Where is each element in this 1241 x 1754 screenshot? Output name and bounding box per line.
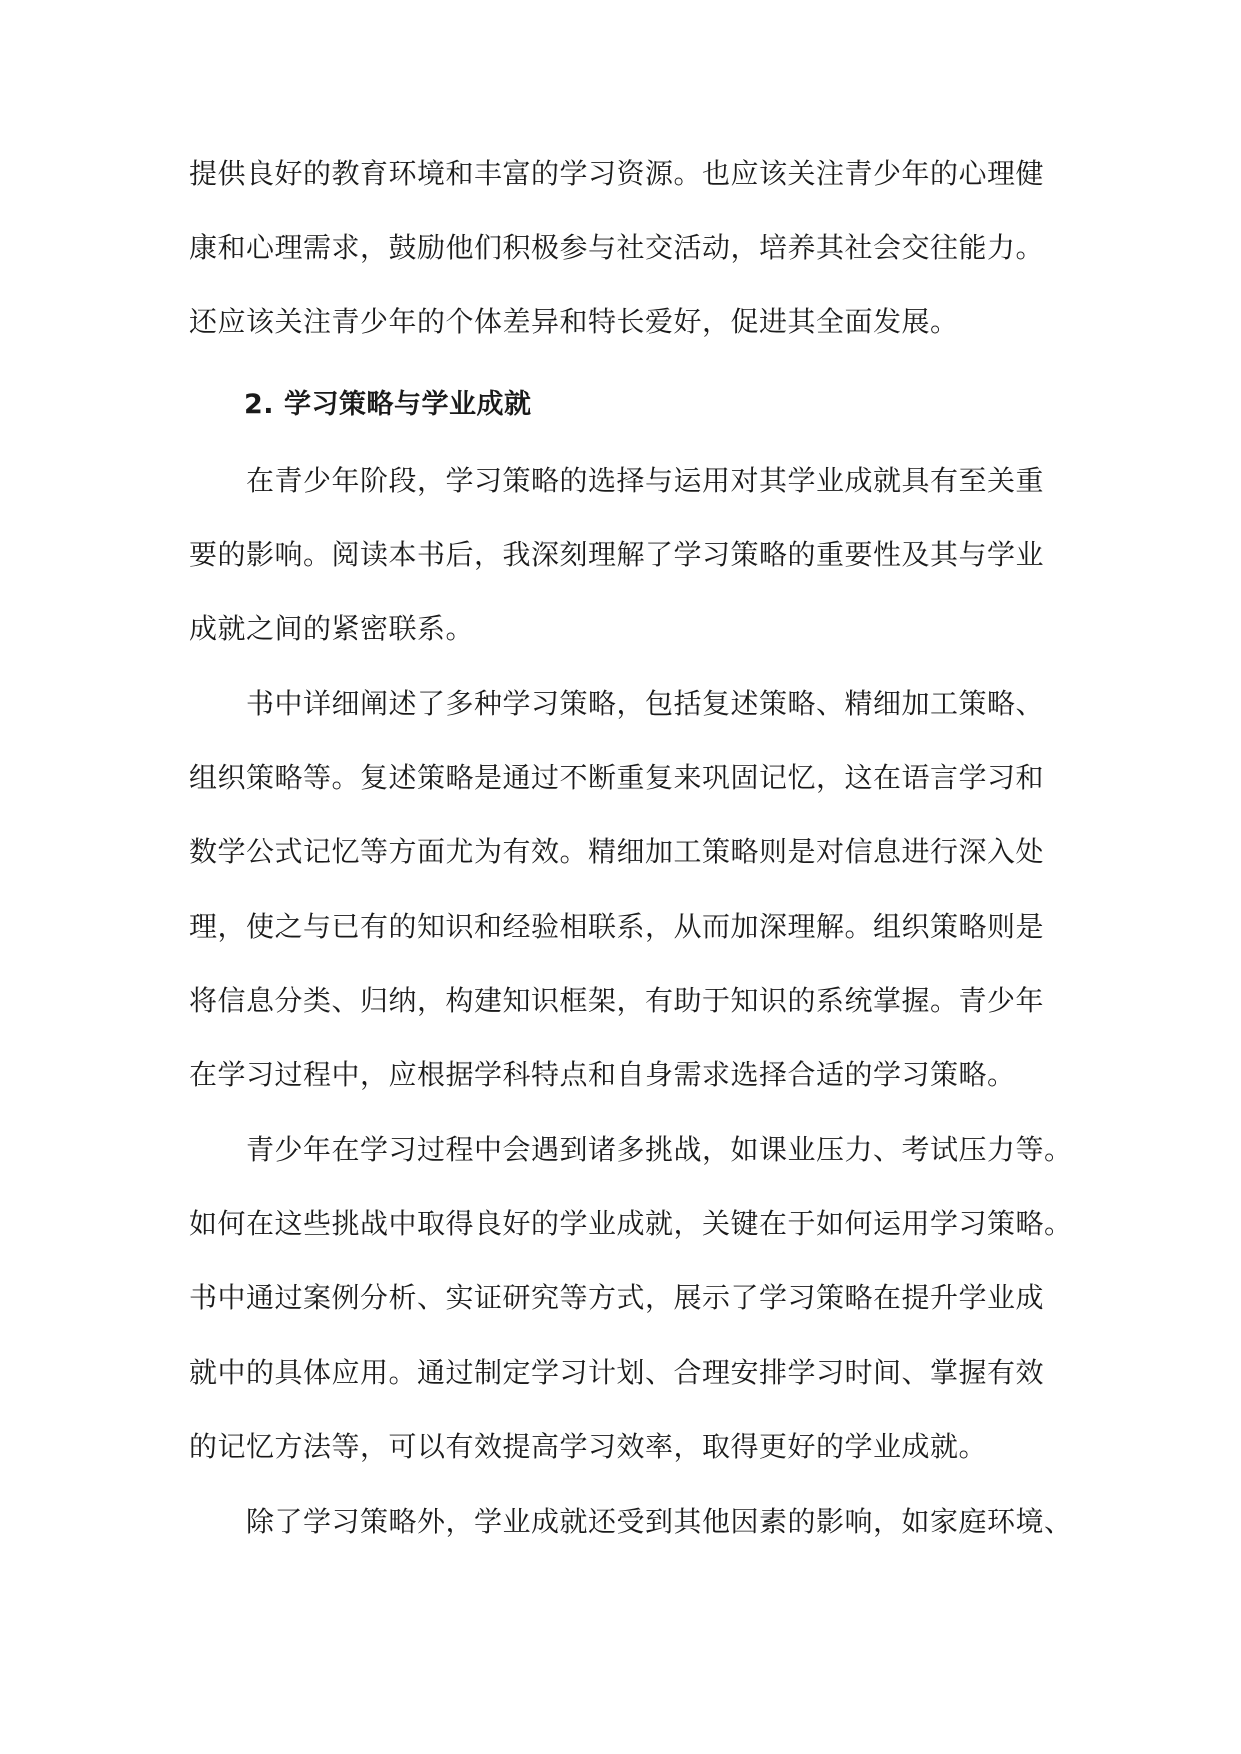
paragraph-line: 书中通过案例分析、实证研究等方式，展示了学习策略在提升学业成 bbox=[189, 1281, 1045, 1314]
paragraph-line: 将信息分类、归纳，构建知识框架，有助于知识的系统掌握。青少年 bbox=[189, 984, 1045, 1017]
paragraph-line: 的记忆方法等，可以有效提高学习效率，取得更好的学业成就。 bbox=[189, 1430, 988, 1463]
paragraph-line: 数学公式记忆等方面尤为有效。精细加工策略则是对信息进行深入处 bbox=[189, 835, 1045, 868]
paragraph-line: 还应该关注青少年的个体差异和特长爱好，促进其全面发展。 bbox=[189, 305, 959, 338]
paragraph-line: 除了学习策略外，学业成就还受到其他因素的影响，如家庭环境、 bbox=[246, 1505, 1073, 1538]
paragraph-line: 要的影响。阅读本书后，我深刻理解了学习策略的重要性及其与学业 bbox=[189, 538, 1045, 571]
paragraph-line: 如何在这些挑战中取得良好的学业成就，关键在于如何运用学习策略。 bbox=[189, 1207, 1073, 1240]
section-heading: 2. 学习策略与学业成就 bbox=[244, 389, 532, 420]
paragraph-line: 组织策略等。复述策略是通过不断重复来巩固记忆，这在语言学习和 bbox=[189, 761, 1045, 794]
paragraph-line: 在青少年阶段，学习策略的选择与运用对其学业成就具有至关重 bbox=[246, 464, 1045, 497]
paragraph-line: 理，使之与已有的知识和经验相联系，从而加深理解。组织策略则是 bbox=[189, 910, 1045, 943]
paragraph-line: 书中详细阐述了多种学习策略，包括复述策略、精细加工策略、 bbox=[246, 687, 1045, 720]
paragraph-line: 就中的具体应用。通过制定学习计划、合理安排学习时间、掌握有效 bbox=[189, 1356, 1045, 1389]
paragraph-line: 提供良好的教育环境和丰富的学习资源。也应该关注青少年的心理健 bbox=[189, 157, 1045, 190]
paragraph-line: 成就之间的紧密联系。 bbox=[189, 612, 475, 645]
paragraph-line: 在学习过程中，应根据学科特点和自身需求选择合适的学习策略。 bbox=[189, 1058, 1016, 1091]
paragraph-line: 康和心理需求，鼓励他们积极参与社交活动，培养其社会交往能力。 bbox=[189, 231, 1045, 264]
paragraph-line: 青少年在学习过程中会遇到诸多挑战，如课业压力、考试压力等。 bbox=[246, 1133, 1073, 1166]
